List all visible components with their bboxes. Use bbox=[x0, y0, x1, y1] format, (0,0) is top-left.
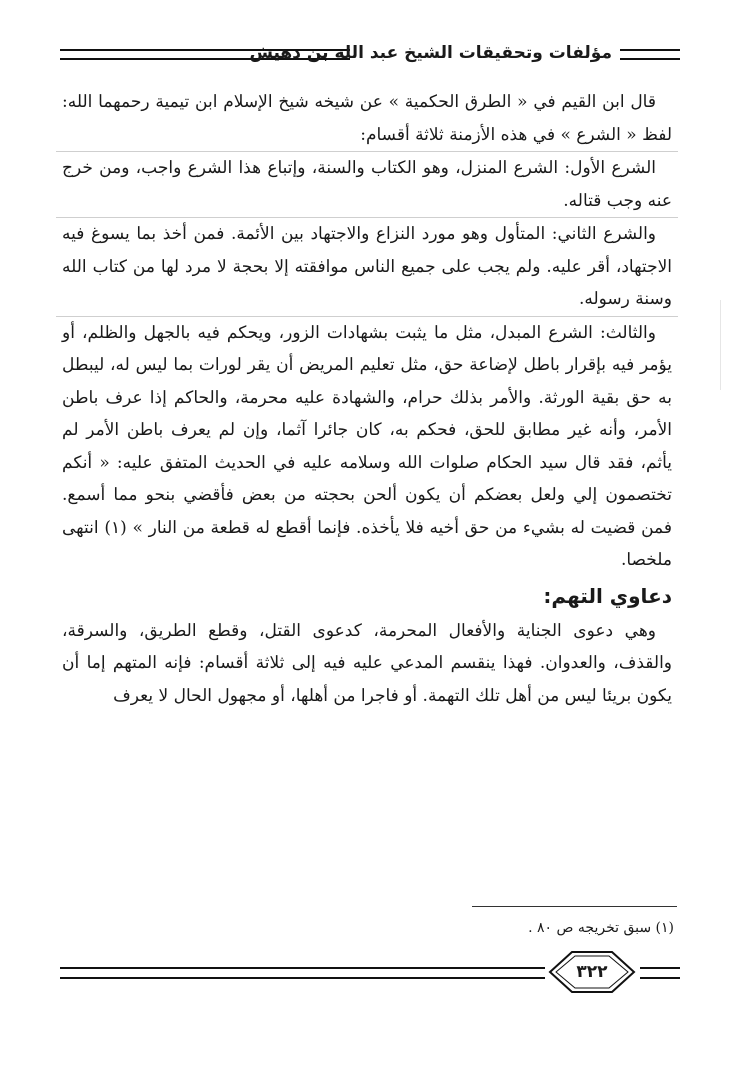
footer-left-rule bbox=[60, 967, 545, 979]
section-heading: دعاوي التهم: bbox=[543, 583, 672, 608]
page-footer bbox=[60, 950, 680, 998]
body-text bbox=[62, 86, 672, 712]
page-header bbox=[60, 36, 680, 70]
paragraph-3: والشرع الثاني: المتأول وهو مورد النزاع والاجتهاد بين الأئمة. فمن أخذ بما يسوغ فيه الاجتهاد، أقر عليه. ولم يجب على جميع الناس موافقته إلا بحجة لا مرد لها من كتاب الله وسنة رسوله. bbox=[62, 224, 672, 309]
paragraph-5: وهي دعوى الجناية والأفعال المحرمة، كدعوى القتل، وقطع الطريق، والسرقة، والقذف، والعدوان. فهذا ينقسم المدعي عليه فيه إلى ثلاثة أقسام: فإنه المتهم إما أن يكون بريئا ليس من أهل تلك التهمة. أو فاجرا من أهلها، أو مجهول الحال لا يعرف bbox=[62, 620, 672, 706]
header-right-rule bbox=[620, 49, 680, 60]
paragraph-1: قال ابن القيم في « الطرق الحكمية » عن شيخه شيخ الإسلام ابن تيمية رحمهما الله: لفظ « الشرع » في هذه الأزمنة ثلاثة أقسام: bbox=[62, 92, 672, 145]
page-number: ٣٢٢ bbox=[576, 962, 608, 982]
paragraph-4: والثالث: الشرع المبدل، مثل ما يثبت بشهادات الزور، ويحكم فيه بالجهل والظلم، أو يؤمر فيه بإقرار باطل لإضاعة حق، مثل تعليم المريض أن يقر لورات بما ليس له، ليبطل به حق بقية الورثة. والأمر بذلك حرام، والشهادة عليه محرمة، والحاكم إذا عرف باطن الأمر، وأنه غير مطابق للحق، فحكم به، كان جائرا آثما، وإن لم يعرف باطن الأمر لم يأثم، فقد قال سيد الحكام صلوات الله وسلامه عليه في الحديث المتفق عليه: « أنكم تختصمون إلي ولعل بعضكم أن يكون ألحن بحجته من بعض فأقضي بنحو مما أسمع. فمن قضيت له بشيء من حق أخيه فلا يأخذه. فإنما أقطع له قطعة من النار » (١) انتهى ملخصا. bbox=[62, 322, 672, 570]
scan-mark bbox=[720, 300, 721, 390]
paragraph-2: الشرع الأول: الشرع المنزل، وهو الكتاب والسنة، وإتباع هذا الشرع واجب، ومن خرج عنه وجب قتاله. bbox=[62, 158, 672, 211]
footnote: (١) سبق تخريجه ص ٨٠ . bbox=[528, 920, 674, 936]
footer-right-rule bbox=[640, 967, 680, 979]
footnote-rule bbox=[472, 906, 677, 907]
header-title: مؤلفات وتحقيقات الشيخ عبد الله بن دهيش bbox=[249, 43, 612, 63]
